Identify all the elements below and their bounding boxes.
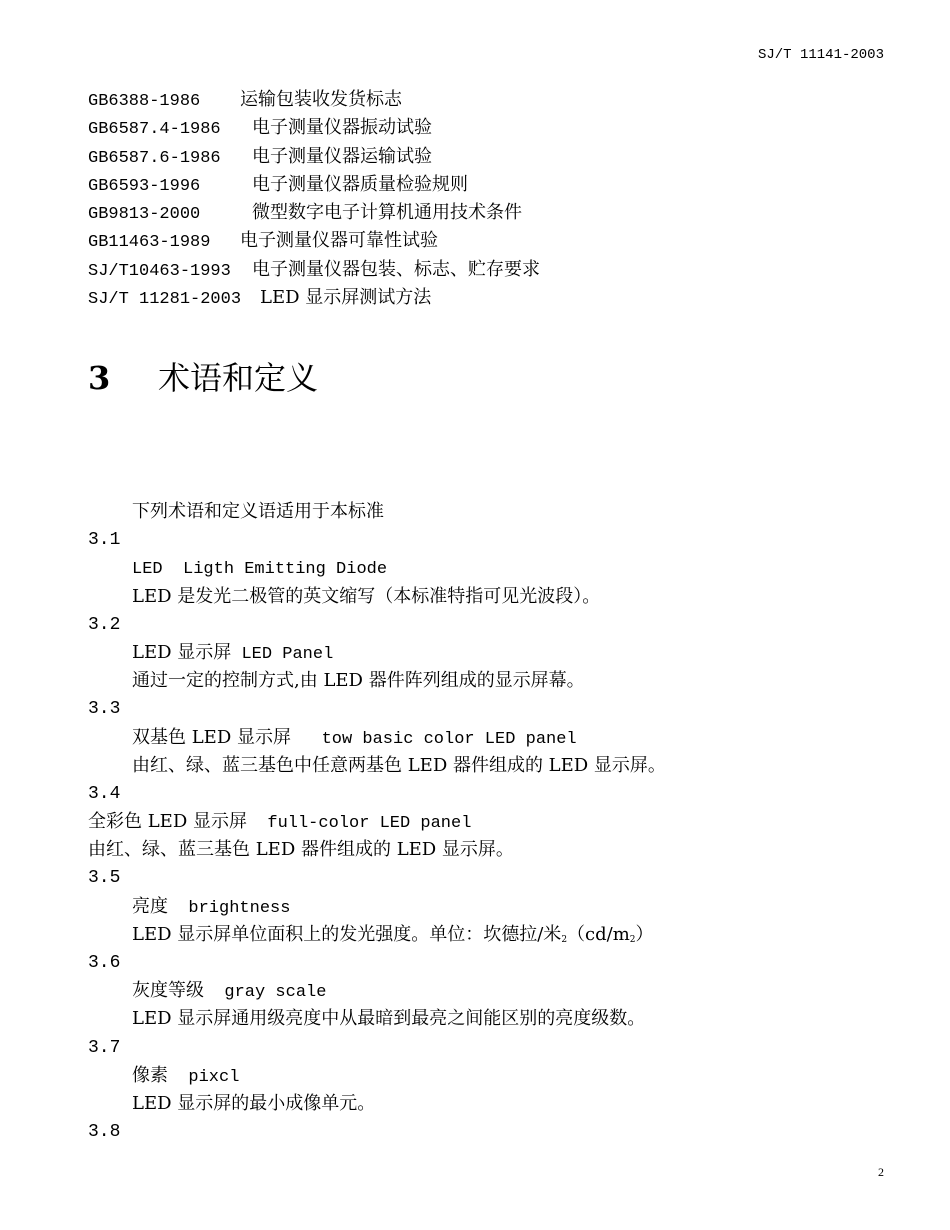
term-cn: LED [132, 560, 163, 580]
section-number: 3 [88, 359, 111, 397]
term-heading [88, 724, 908, 752]
reference-code: GB11463-1989 [88, 233, 211, 253]
reference-code: SJ/T10463-1993 [88, 261, 231, 281]
term-en: tow basic color LED panel [321, 729, 577, 749]
reference-item [88, 199, 540, 227]
reference-name: 电子测量仪器运输试验 [252, 145, 432, 167]
term-heading [88, 977, 908, 1005]
reference-name: 电子测量仪器可靠性试验 [240, 230, 438, 252]
term-definition: LED 是发光二极管的英文缩写（本标准特指可见光波段）。 [132, 585, 601, 607]
section-title: 术语和定义 [158, 359, 319, 397]
page-number: 2 [878, 1165, 884, 1179]
term-definition: 由红、绿、蓝三基色 LED 器件组成的 LED 显示屏。 [88, 839, 514, 861]
term-number: 3.5 [88, 868, 121, 889]
term-heading [88, 1062, 908, 1090]
terms-and-definitions [88, 498, 908, 1146]
term-number: 3.2 [88, 614, 121, 635]
term-cn: 灰度等级 [132, 980, 204, 1002]
term-definition: LED 显示屏通用级亮度中从最暗到最亮之间能区别的亮度级数。 [132, 1008, 646, 1030]
term-heading [88, 808, 908, 836]
term-cn: 亮度 [132, 895, 168, 917]
reference-item [88, 86, 540, 114]
reference-name: 电子测量仪器质量检验规则 [252, 173, 468, 195]
term-definition: 通过一定的控制方式,由 LED 器件阵列组成的显示屏幕。 [132, 670, 585, 692]
reference-code: SJ/T 11281-2003 [88, 290, 242, 310]
term-number: 3.4 [88, 783, 121, 804]
superscript: 2 [561, 934, 568, 945]
section-heading [88, 355, 318, 401]
term-en: brightness [188, 898, 291, 918]
reference-name: 微型数字电子计算机通用技术条件 [252, 202, 522, 224]
reference-name: 电子测量仪器振动试验 [252, 117, 432, 139]
term-heading [88, 893, 908, 921]
reference-item [88, 114, 540, 142]
superscript: 2 [629, 934, 636, 945]
term-en: pixcl [188, 1067, 240, 1087]
term-en: full-color LED panel [267, 814, 472, 834]
term-cn: 像素 [132, 1064, 168, 1086]
reference-name: 电子测量仪器包装、标志、贮存要求 [252, 258, 540, 280]
term-number: 3.8 [88, 1122, 121, 1143]
term-definition: 由红、绿、蓝三基色中任意两基色 LED 器件组成的 LED 显示屏。 [132, 754, 666, 776]
term-en: Ligth Emitting Diode [183, 560, 388, 580]
term-heading [88, 639, 908, 667]
term-cn: 全彩色 LED 显示屏 [88, 811, 247, 833]
reference-code: GB6587.4-1986 [88, 120, 221, 140]
reference-item [88, 256, 540, 284]
reference-name: LED 显示屏测试方法 [260, 287, 432, 309]
running-header: SJ/T 11141-2003 [757, 47, 884, 63]
reference-item [88, 227, 540, 255]
reference-item [88, 143, 540, 171]
term-number: 3.1 [88, 530, 121, 551]
term-definition: LED 显示屏单位面积上的发光强度。单位：坎德拉/米$_2(cd/m_2)$ [132, 923, 654, 945]
term-cn: 双基色 LED 显示屏 [132, 726, 291, 748]
reference-item [88, 284, 540, 312]
term-definition: LED 显示屏的最小成像单元。 [132, 1092, 376, 1114]
reference-code: GB6593-1996 [88, 176, 201, 196]
reference-code: GB6587.6-1986 [88, 148, 221, 168]
reference-code: GB6388-1986 [88, 92, 201, 111]
intro-text: 下列术语和定义语适用于本标准 [132, 501, 384, 522]
normative-references-list [88, 86, 540, 312]
term-heading [88, 554, 908, 582]
term-en: gray scale [224, 983, 327, 1003]
reference-code: GB9813-2000 [88, 205, 201, 225]
term-number: 3.7 [88, 1037, 121, 1058]
term-number: 3.6 [88, 953, 121, 973]
reference-item [88, 171, 540, 199]
reference-name: 运输包装收发货标志 [240, 89, 402, 110]
term-number: 3.3 [88, 699, 121, 720]
term-en: LED Panel [241, 644, 334, 664]
term-cn: LED 显示屏 [132, 641, 232, 663]
